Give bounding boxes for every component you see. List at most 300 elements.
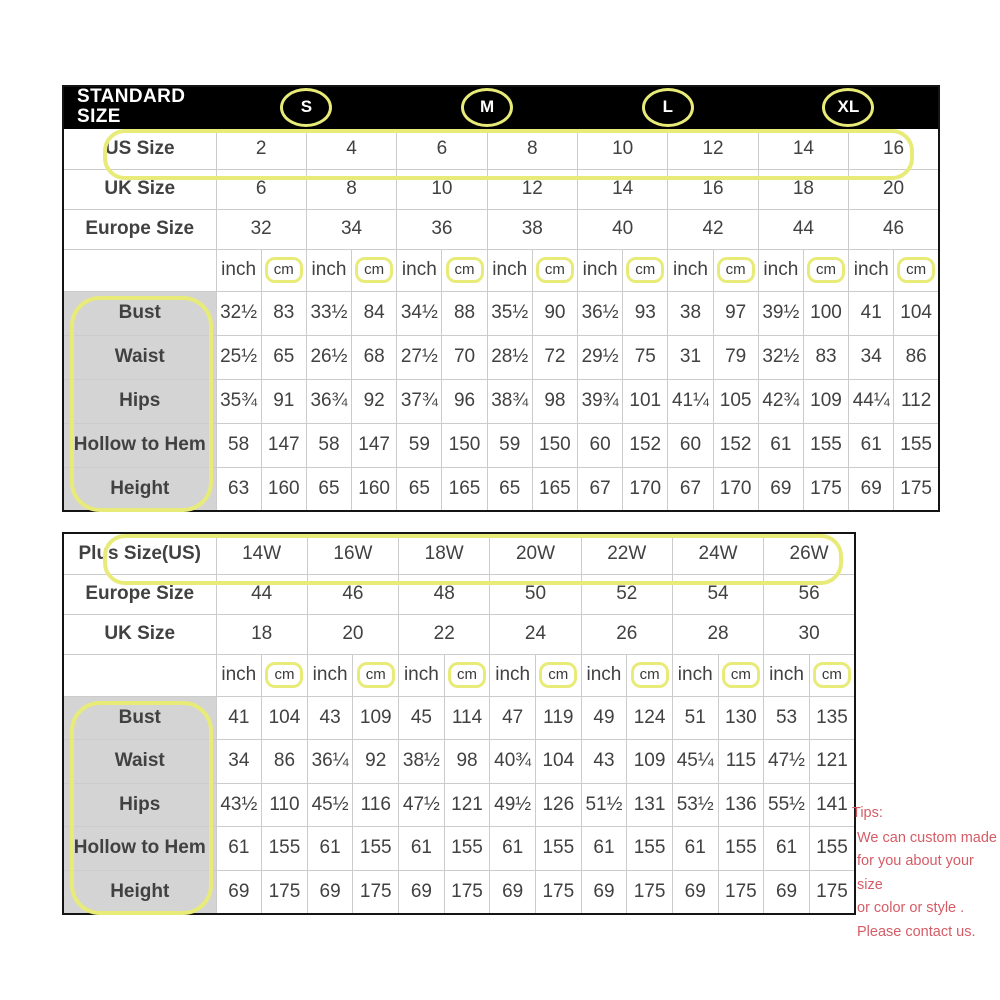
unit-cell: [306, 249, 351, 291]
row-label-empty: [63, 249, 216, 291]
inch-label: inch: [763, 259, 799, 281]
table-cell: 47½: [764, 740, 810, 784]
table-cell: 61: [581, 827, 627, 871]
table-cell: 175: [718, 870, 764, 914]
table-cell: 24: [490, 614, 581, 654]
size-group-cell: [758, 86, 939, 128]
row-label: Europe Size: [63, 574, 216, 614]
table-cell: 104: [262, 696, 308, 740]
table-cell: 130: [718, 696, 764, 740]
table-cell: 135: [809, 696, 855, 740]
inch-label: inch: [311, 259, 347, 281]
table-cell: 22: [399, 614, 490, 654]
row-label: Europe Size: [63, 209, 216, 249]
unit-cell: [397, 249, 442, 291]
row-label: Plus Size(US): [63, 533, 216, 574]
table-cell: 36: [397, 209, 487, 249]
table-cell: 12: [487, 169, 577, 209]
unit-cell: [262, 654, 308, 696]
table-cell: 175: [444, 870, 490, 914]
unit-row: [63, 249, 939, 291]
table-cell: 32: [216, 209, 306, 249]
table-cell: 41¼: [668, 379, 713, 423]
table-cell: 90: [532, 291, 577, 335]
table-cell: 56: [764, 574, 855, 614]
table-cell: 92: [352, 379, 397, 423]
table-cell: 34: [306, 209, 396, 249]
table-cell: 20W: [490, 533, 581, 574]
table-cell: 6: [397, 128, 487, 169]
cm-highlight-badge: cm: [446, 257, 484, 283]
inch-label: inch: [769, 664, 804, 686]
table-cell: 16: [849, 128, 939, 169]
table-cell: 109: [803, 379, 848, 423]
table-cell: 2: [216, 128, 306, 169]
table-cell: 83: [803, 335, 848, 379]
table-cell: 100: [803, 291, 848, 335]
table-cell: 119: [535, 696, 581, 740]
table-cell: 30: [764, 614, 855, 654]
table-cell: 32½: [758, 335, 803, 379]
table-cell: 24W: [672, 533, 763, 574]
table-cell: 20: [849, 169, 939, 209]
table-cell: 116: [353, 783, 399, 827]
cm-highlight-badge: cm: [717, 257, 755, 283]
table-row: [63, 533, 855, 574]
table-cell: 61: [490, 827, 536, 871]
table-cell: 96: [442, 379, 487, 423]
table-row: [63, 827, 855, 871]
inch-label: inch: [401, 259, 437, 281]
inch-label: inch: [677, 664, 713, 686]
unit-cell: [713, 249, 758, 291]
table-cell: 61: [307, 827, 353, 871]
tips-heading: Tips:: [852, 805, 883, 821]
size-group-cell: [578, 86, 759, 128]
table-cell: 49½: [490, 783, 536, 827]
table-cell: 170: [623, 467, 668, 511]
table-cell: 110: [262, 783, 308, 827]
table-cell: 39½: [758, 291, 803, 335]
unit-cell: [261, 249, 306, 291]
table-row: [63, 169, 939, 209]
table-cell: 49: [581, 696, 627, 740]
unit-cell: [490, 654, 536, 696]
table-cell: 58: [306, 423, 351, 467]
table-cell: 35¾: [216, 379, 261, 423]
table-cell: 44¼: [849, 379, 894, 423]
table-cell: 165: [442, 467, 487, 511]
table-cell: 4: [306, 128, 396, 169]
table-cell: 6: [216, 169, 306, 209]
standard-size-table: [62, 85, 940, 512]
table-cell: 43: [581, 740, 627, 784]
table-row: [63, 335, 939, 379]
table-cell: 29½: [578, 335, 623, 379]
cm-highlight-badge: cm: [631, 662, 669, 688]
row-label: UK Size: [63, 169, 216, 209]
table-cell: 38½: [399, 740, 445, 784]
table-cell: 69: [849, 467, 894, 511]
cm-highlight-badge: cm: [355, 257, 393, 283]
table-cell: 61: [764, 827, 810, 871]
tips-note: [852, 802, 1000, 944]
table-cell: 45: [399, 696, 445, 740]
cm-highlight-badge: cm: [807, 257, 845, 283]
unit-cell: [353, 654, 399, 696]
table-cell: 28½: [487, 335, 532, 379]
table-cell: 14: [758, 128, 848, 169]
unit-row: [63, 654, 855, 696]
table-cell: 65: [397, 467, 442, 511]
table-row: [63, 614, 855, 654]
table-cell: 124: [627, 696, 673, 740]
table-cell: 22W: [581, 533, 672, 574]
table-row: [63, 783, 855, 827]
table-cell: 16: [668, 169, 758, 209]
table-cell: 26½: [306, 335, 351, 379]
table-cell: 34: [216, 740, 262, 784]
table-cell: 105: [713, 379, 758, 423]
unit-cell: [758, 249, 803, 291]
table-cell: 155: [444, 827, 490, 871]
table-row: [63, 423, 939, 467]
table-cell: 150: [442, 423, 487, 467]
table-cell: 86: [894, 335, 939, 379]
unit-cell: [487, 249, 532, 291]
table-cell: 37¾: [397, 379, 442, 423]
cm-highlight-badge: cm: [265, 257, 303, 283]
table-cell: 51: [672, 696, 718, 740]
unit-cell: [352, 249, 397, 291]
table-cell: 53: [764, 696, 810, 740]
unit-cell: [623, 249, 668, 291]
table-cell: 155: [627, 827, 673, 871]
row-label: Height: [63, 870, 216, 914]
unit-cell: [894, 249, 939, 291]
tips-line: or color or style .: [857, 900, 965, 916]
table-cell: 69: [307, 870, 353, 914]
table-cell: 63: [216, 467, 261, 511]
table-cell: 115: [718, 740, 764, 784]
cm-highlight-badge: cm: [448, 662, 486, 688]
table-cell: 50: [490, 574, 581, 614]
table-cell: 141: [809, 783, 855, 827]
table-cell: 44: [758, 209, 848, 249]
table-cell: 97: [713, 291, 758, 335]
inch-label: inch: [582, 259, 618, 281]
inch-label: inch: [586, 664, 622, 686]
unit-cell: [668, 249, 713, 291]
table-cell: 175: [809, 870, 855, 914]
table-cell: 36½: [578, 291, 623, 335]
table-cell: 44: [216, 574, 307, 614]
table-title: STANDARD SIZE: [63, 86, 216, 128]
table-cell: 126: [535, 783, 581, 827]
table-row: [63, 209, 939, 249]
unit-cell: [216, 249, 261, 291]
table-cell: 175: [353, 870, 399, 914]
cm-highlight-badge: cm: [626, 257, 664, 283]
inch-label: inch: [312, 664, 348, 686]
table-cell: 70: [442, 335, 487, 379]
table-cell: 175: [535, 870, 581, 914]
table-cell: 101: [623, 379, 668, 423]
table-cell: 104: [894, 291, 939, 335]
unit-cell: [764, 654, 810, 696]
table-cell: 60: [578, 423, 623, 467]
table-row: [63, 696, 855, 740]
table-cell: 45½: [307, 783, 353, 827]
unit-cell: [803, 249, 848, 291]
row-label: Bust: [63, 291, 216, 335]
table-cell: 25½: [216, 335, 261, 379]
unit-cell: [532, 249, 577, 291]
unit-cell: [581, 654, 627, 696]
cm-highlight-badge: cm: [265, 662, 303, 688]
row-label: Hollow to Hem: [63, 827, 216, 871]
table-cell: 14W: [216, 533, 307, 574]
table-cell: 36¼: [307, 740, 353, 784]
table-row: [63, 574, 855, 614]
table-cell: 35½: [487, 291, 532, 335]
table-cell: 46: [849, 209, 939, 249]
table-cell: 155: [809, 827, 855, 871]
table-cell: 98: [532, 379, 577, 423]
table-cell: 88: [442, 291, 487, 335]
table-cell: 109: [353, 696, 399, 740]
table-cell: 58: [216, 423, 261, 467]
table-cell: 155: [262, 827, 308, 871]
table-cell: 152: [623, 423, 668, 467]
table-cell: 61: [399, 827, 445, 871]
inch-label: inch: [403, 664, 439, 686]
table-cell: 61: [849, 423, 894, 467]
cm-highlight-badge: cm: [357, 662, 395, 688]
table-cell: 48: [399, 574, 490, 614]
table-cell: 86: [262, 740, 308, 784]
table-cell: 109: [627, 740, 673, 784]
unit-cell: [849, 249, 894, 291]
table-cell: 47½: [399, 783, 445, 827]
table-cell: 42: [668, 209, 758, 249]
unit-cell: [444, 654, 490, 696]
table-cell: 91: [261, 379, 306, 423]
cm-highlight-badge: cm: [897, 257, 935, 283]
table-cell: 20: [307, 614, 398, 654]
table-row: [63, 467, 939, 511]
table-cell: 75: [623, 335, 668, 379]
table-cell: 121: [444, 783, 490, 827]
table-cell: 26W: [764, 533, 855, 574]
table-cell: 155: [535, 827, 581, 871]
table-cell: 83: [261, 291, 306, 335]
table-cell: 175: [627, 870, 673, 914]
table-cell: 14: [578, 169, 668, 209]
table-cell: 67: [578, 467, 623, 511]
table-cell: 147: [261, 423, 306, 467]
table-cell: 59: [487, 423, 532, 467]
table-cell: 54: [672, 574, 763, 614]
table-cell: 12: [668, 128, 758, 169]
table-cell: 170: [713, 467, 758, 511]
table-cell: 18: [758, 169, 848, 209]
table-cell: 104: [535, 740, 581, 784]
unit-cell: [216, 654, 262, 696]
cm-highlight-badge: cm: [722, 662, 760, 688]
table-cell: 55½: [764, 783, 810, 827]
table-cell: 160: [261, 467, 306, 511]
table-cell: 38: [668, 291, 713, 335]
table-cell: 61: [672, 827, 718, 871]
table-cell: 8: [306, 169, 396, 209]
row-label: UK Size: [63, 614, 216, 654]
table-cell: 10: [397, 169, 487, 209]
table-cell: 147: [352, 423, 397, 467]
unit-cell: [535, 654, 581, 696]
table-cell: 92: [353, 740, 399, 784]
unit-cell: [399, 654, 445, 696]
unit-cell: [578, 249, 623, 291]
table-cell: 61: [216, 827, 262, 871]
unit-cell: [627, 654, 673, 696]
table-cell: 175: [803, 467, 848, 511]
table-cell: 52: [581, 574, 672, 614]
table-cell: 36¾: [306, 379, 351, 423]
table-cell: 155: [894, 423, 939, 467]
table-cell: 39¾: [578, 379, 623, 423]
table-cell: 47: [490, 696, 536, 740]
unit-cell: [672, 654, 718, 696]
table-cell: 26: [581, 614, 672, 654]
cm-highlight-badge: cm: [539, 662, 577, 688]
unit-cell: [442, 249, 487, 291]
table-cell: 27½: [397, 335, 442, 379]
inch-label: inch: [853, 259, 889, 281]
unit-cell: [718, 654, 764, 696]
row-label: US Size: [63, 128, 216, 169]
cm-highlight-badge: cm: [813, 662, 851, 688]
table-cell: 69: [581, 870, 627, 914]
table-cell: 160: [352, 467, 397, 511]
inch-label: inch: [221, 664, 257, 686]
table-cell: 43: [307, 696, 353, 740]
table-cell: 65: [306, 467, 351, 511]
table-cell: 155: [353, 827, 399, 871]
table-cell: 60: [668, 423, 713, 467]
table-row: [63, 870, 855, 914]
table-cell: 69: [672, 870, 718, 914]
table-cell: 40: [578, 209, 668, 249]
table-cell: 18: [216, 614, 307, 654]
table-cell: 152: [713, 423, 758, 467]
black-header-row: [63, 86, 939, 128]
row-label: Waist: [63, 740, 216, 784]
table-cell: 65: [487, 467, 532, 511]
size-group-badge-l: L: [642, 88, 694, 127]
table-cell: 28: [672, 614, 763, 654]
table-row: [63, 740, 855, 784]
unit-cell: [307, 654, 353, 696]
table-cell: 69: [764, 870, 810, 914]
size-group-cell: [397, 86, 578, 128]
table-cell: 112: [894, 379, 939, 423]
table-cell: 8: [487, 128, 577, 169]
tips-line: We can custom made: [857, 829, 997, 846]
plus-table-grid: [62, 532, 856, 915]
size-group-badge-xl: XL: [822, 88, 874, 127]
table-cell: 38¾: [487, 379, 532, 423]
table-cell: 84: [352, 291, 397, 335]
table-cell: 121: [809, 740, 855, 784]
row-label: Waist: [63, 335, 216, 379]
inch-label: inch: [492, 259, 528, 281]
table-cell: 51½: [581, 783, 627, 827]
table-cell: 53½: [672, 783, 718, 827]
table-cell: 165: [532, 467, 577, 511]
inch-label: inch: [221, 259, 257, 281]
table-cell: 114: [444, 696, 490, 740]
tips-line: Please contact us.: [857, 923, 976, 940]
table-cell: 131: [627, 783, 673, 827]
table-cell: 45¼: [672, 740, 718, 784]
table-cell: 69: [490, 870, 536, 914]
standard-table-grid: [62, 85, 940, 512]
tips-line: for you about your size: [857, 853, 974, 893]
size-group-cell: [216, 86, 397, 128]
size-group-badge-s: S: [280, 88, 332, 127]
table-cell: 98: [444, 740, 490, 784]
table-cell: 93: [623, 291, 668, 335]
table-cell: 69: [216, 870, 262, 914]
inch-label: inch: [673, 259, 708, 281]
table-cell: 42¾: [758, 379, 803, 423]
table-cell: 34½: [397, 291, 442, 335]
table-cell: 61: [758, 423, 803, 467]
table-cell: 59: [397, 423, 442, 467]
table-cell: 46: [307, 574, 398, 614]
table-cell: 43½: [216, 783, 262, 827]
table-cell: 67: [668, 467, 713, 511]
table-cell: 41: [849, 291, 894, 335]
table-cell: 32½: [216, 291, 261, 335]
table-row: [63, 379, 939, 423]
row-label: Height: [63, 467, 216, 511]
table-cell: 31: [668, 335, 713, 379]
table-row: [63, 291, 939, 335]
table-cell: 150: [532, 423, 577, 467]
table-cell: 10: [578, 128, 668, 169]
table-cell: 155: [718, 827, 764, 871]
table-cell: 69: [399, 870, 445, 914]
table-cell: 16W: [307, 533, 398, 574]
cm-highlight-badge: cm: [536, 257, 574, 283]
table-cell: 136: [718, 783, 764, 827]
table-cell: 72: [532, 335, 577, 379]
table-row: [63, 128, 939, 169]
row-label: Hips: [63, 379, 216, 423]
table-cell: 68: [352, 335, 397, 379]
table-cell: 38: [487, 209, 577, 249]
table-cell: 79: [713, 335, 758, 379]
table-cell: 34: [849, 335, 894, 379]
table-cell: 69: [758, 467, 803, 511]
plus-size-table: [62, 532, 856, 915]
table-cell: 41: [216, 696, 262, 740]
table-cell: 18W: [399, 533, 490, 574]
table-cell: 175: [262, 870, 308, 914]
inch-label: inch: [495, 664, 531, 686]
